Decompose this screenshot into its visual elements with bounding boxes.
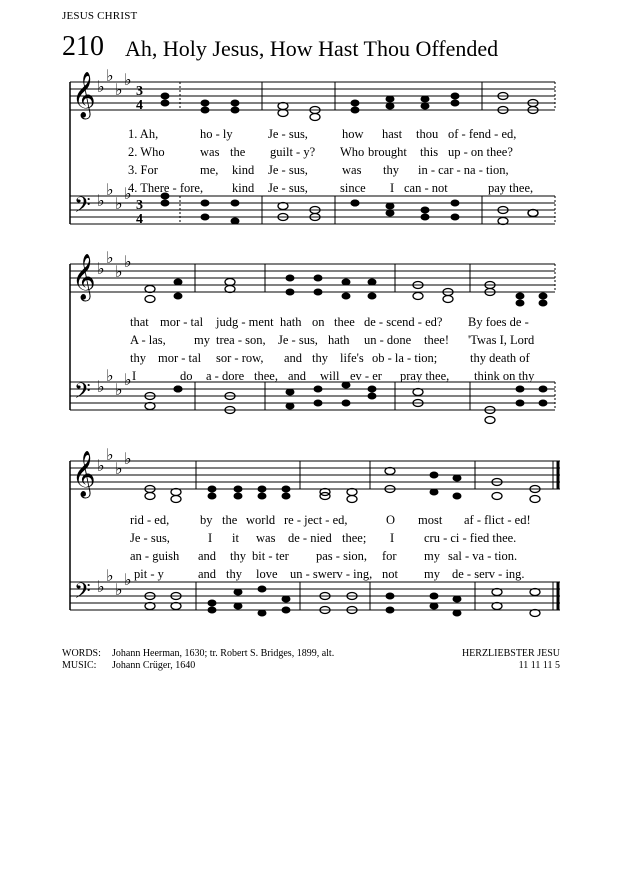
svg-text:♭: ♭	[115, 459, 123, 478]
svg-text:𝄞: 𝄞	[72, 451, 96, 497]
svg-text:♭: ♭	[124, 570, 132, 589]
music-credit: Johann Crüger, 1640	[112, 660, 196, 671]
svg-text:3: 3	[136, 84, 143, 99]
svg-text:♭: ♭	[124, 252, 132, 271]
svg-text:♭: ♭	[106, 566, 114, 585]
svg-text:♭: ♭	[106, 66, 114, 85]
hymn-number: 210	[62, 31, 104, 62]
words-credit: Johann Heerman, 1630; tr. Robert S. Bridges, 1899, alt.	[112, 648, 335, 659]
svg-text:♭: ♭	[106, 180, 114, 199]
music-label: MUSIC:	[62, 660, 97, 671]
svg-text:𝄢: 𝄢	[74, 579, 91, 609]
credits	[62, 648, 334, 672]
words-label: WORDS:	[62, 648, 101, 659]
hymn-title: Ah, Holy Jesus, How Hast Thou Offended	[125, 36, 499, 61]
svg-text:♭: ♭	[97, 456, 105, 475]
svg-text:♭: ♭	[115, 80, 123, 99]
svg-text:4: 4	[136, 98, 143, 113]
svg-text:♭: ♭	[115, 194, 123, 213]
svg-text:♭: ♭	[115, 380, 123, 399]
svg-text:♭: ♭	[115, 580, 123, 599]
svg-text:♭: ♭	[106, 445, 114, 464]
svg-text:♭: ♭	[124, 184, 132, 203]
tune-info	[462, 648, 560, 672]
svg-text:𝄢: 𝄢	[74, 193, 91, 223]
svg-text:𝄞: 𝄞	[72, 254, 96, 300]
svg-text:♭: ♭	[124, 70, 132, 89]
tune-meter: 11 11 11 5	[518, 660, 560, 671]
svg-text:♭: ♭	[97, 77, 105, 96]
section-label: JESUS CHRIST	[62, 10, 138, 22]
svg-text:♭: ♭	[97, 377, 105, 396]
svg-text:♭: ♭	[106, 366, 114, 385]
svg-text:♭: ♭	[106, 248, 114, 267]
svg-text:♭: ♭	[97, 191, 105, 210]
svg-text:♭: ♭	[97, 577, 105, 596]
tune-name: HERZLIEBSTER JESU	[461, 648, 560, 659]
svg-text:♭: ♭	[97, 259, 105, 278]
svg-text:4: 4	[136, 212, 143, 227]
svg-text:♭: ♭	[124, 370, 132, 389]
svg-text:♭: ♭	[115, 262, 123, 281]
svg-text:3: 3	[136, 198, 143, 213]
svg-text:♭: ♭	[124, 449, 132, 468]
svg-text:𝄞: 𝄞	[72, 72, 96, 118]
svg-text:𝄢: 𝄢	[74, 379, 91, 409]
